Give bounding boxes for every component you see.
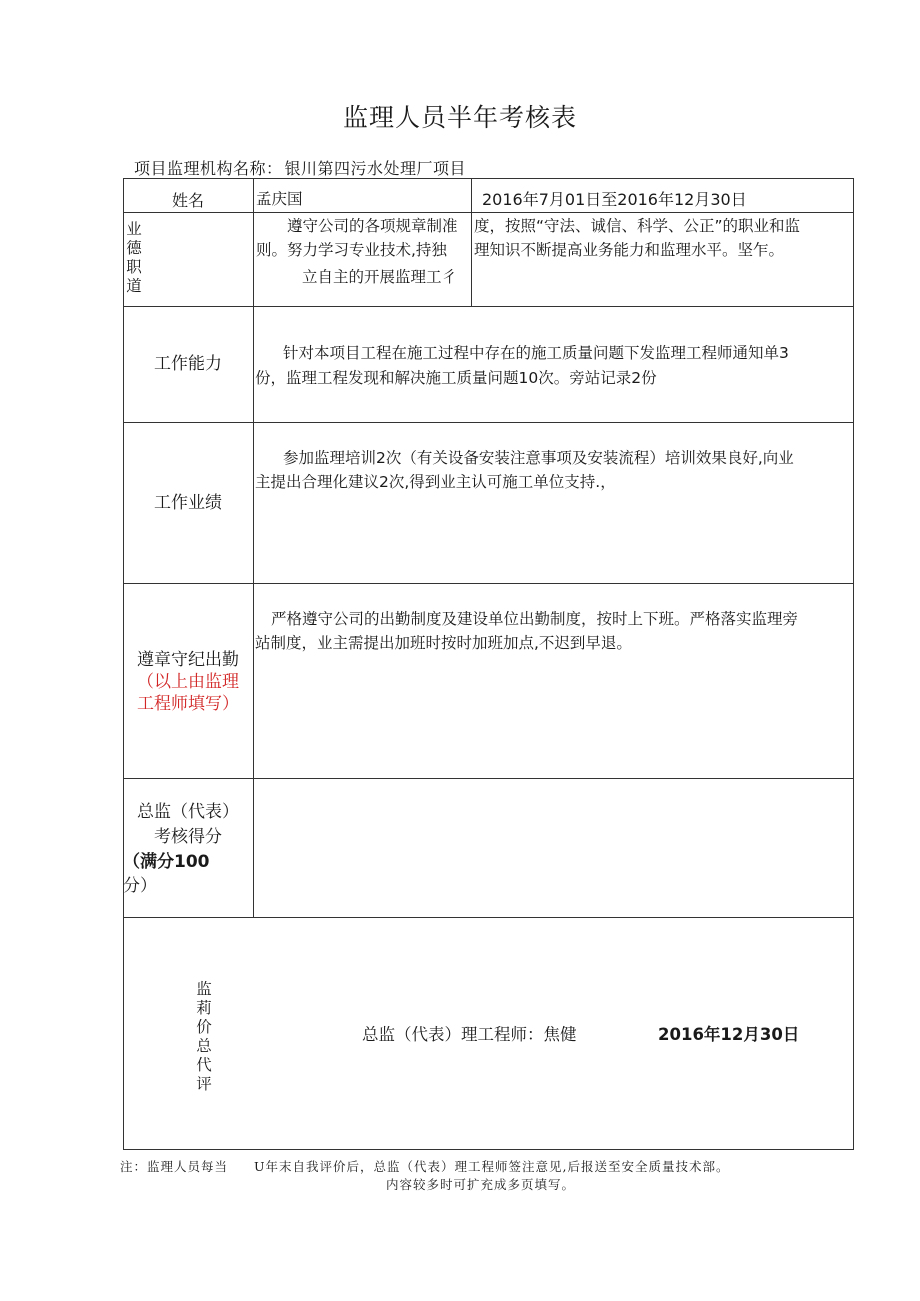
period-text: 2016年7月01日至2016年12月30日 bbox=[482, 190, 747, 209]
row-divider bbox=[123, 583, 854, 584]
ethics-label bbox=[124, 220, 144, 296]
name-value: 孟庆国 bbox=[256, 190, 303, 208]
discipline-text-1: 严格遵守公司的出勤制度及建设单位出勤制度，按时上下班。严格落实监理旁 bbox=[271, 610, 799, 628]
ability-text-2: 份，监理工程发现和解决施工质量问题10次。旁站记录2份 bbox=[255, 369, 657, 387]
row-divider bbox=[123, 778, 854, 779]
column-divider bbox=[471, 178, 472, 306]
evaluation-label-char: 代 bbox=[196, 1056, 212, 1074]
evaluation-label-char: 莉 bbox=[196, 999, 212, 1017]
score-label-2: 考核得分 bbox=[154, 827, 222, 847]
row-divider bbox=[123, 422, 854, 423]
footer-note-2: 内容较多时可扩充成多页填写。 bbox=[386, 1177, 576, 1192]
ability-text-1: 针对本项目工程在施工过程中存在的施工质量问题下发监理工程师通知单3 bbox=[283, 344, 789, 362]
ability-label: 工作能力 bbox=[154, 354, 222, 374]
org-line bbox=[132, 156, 466, 179]
ethics-label-char: 德 bbox=[126, 239, 142, 257]
ethics-label-char: 职 bbox=[126, 258, 142, 276]
discipline-text-2: 站制度，业主需提出加班时按时加班加点,不迟到早退。 bbox=[255, 634, 632, 652]
evaluation-label bbox=[194, 980, 214, 1094]
evaluation-label-char: 价 bbox=[196, 1018, 212, 1036]
footer-note-1a: 注：监理人员每当 bbox=[120, 1159, 229, 1174]
ethics-text-left-1: 遵守公司的各项规章制准 bbox=[287, 217, 458, 235]
row-divider bbox=[123, 306, 854, 307]
page-title: 监理人员半年考核表 bbox=[342, 103, 577, 132]
ethics-text-right-2: 理知识不断提高业务能力和监理水平。坚乍。 bbox=[474, 241, 785, 259]
ethics-label-char: 道 bbox=[126, 277, 142, 295]
performance-label: 工作业绩 bbox=[154, 493, 222, 513]
row-divider bbox=[123, 917, 854, 918]
ethics-text-right-1: 度，按照“守法、诚信、科学、公正”的职业和监 bbox=[474, 217, 801, 235]
discipline-note-2: 工程师填写） bbox=[137, 694, 239, 714]
column-divider bbox=[253, 178, 254, 917]
name-label: 姓名 bbox=[171, 191, 204, 210]
evaluation-date: 2016年12月30日 bbox=[658, 1025, 800, 1044]
footer-note-1b: U年末自我评价后，总监（代表）理工程师签注意见,后报送至安全质量技术部。 bbox=[254, 1159, 730, 1174]
score-label-4: 分） bbox=[123, 876, 157, 896]
evaluation-label-char: 总 bbox=[196, 1037, 212, 1055]
evaluation-label-char: 监 bbox=[196, 980, 212, 998]
ethics-label-char: 业 bbox=[126, 220, 142, 238]
org-label: 项目监理机构名称： bbox=[134, 159, 283, 178]
score-label-1: 总监（代表） bbox=[137, 802, 239, 822]
discipline-note-1: （以上由监理 bbox=[137, 672, 239, 692]
org-value: 银川第四污水处理厂项目 bbox=[284, 159, 467, 178]
evaluation-label-char: 评 bbox=[196, 1075, 212, 1093]
performance-text-2: 主提出合理化建议2次,得到业主认可施工单位支持.， bbox=[255, 473, 616, 491]
performance-text-1: 参加监理培训2次（有关设备安装注意事项及安装流程）培训效果良好,向业 bbox=[283, 449, 794, 467]
ethics-text-left-3: 立自主的开展监理工彳 bbox=[302, 268, 458, 286]
evaluation-signer: 总监（代表）理工程师：焦健 bbox=[362, 1025, 577, 1044]
ethics-text-left-2: 则。努力学习专业技术,持独 bbox=[256, 241, 447, 259]
discipline-label: 遵章守纪出勤 bbox=[137, 650, 239, 670]
score-label-3: （满分100 bbox=[123, 852, 210, 872]
